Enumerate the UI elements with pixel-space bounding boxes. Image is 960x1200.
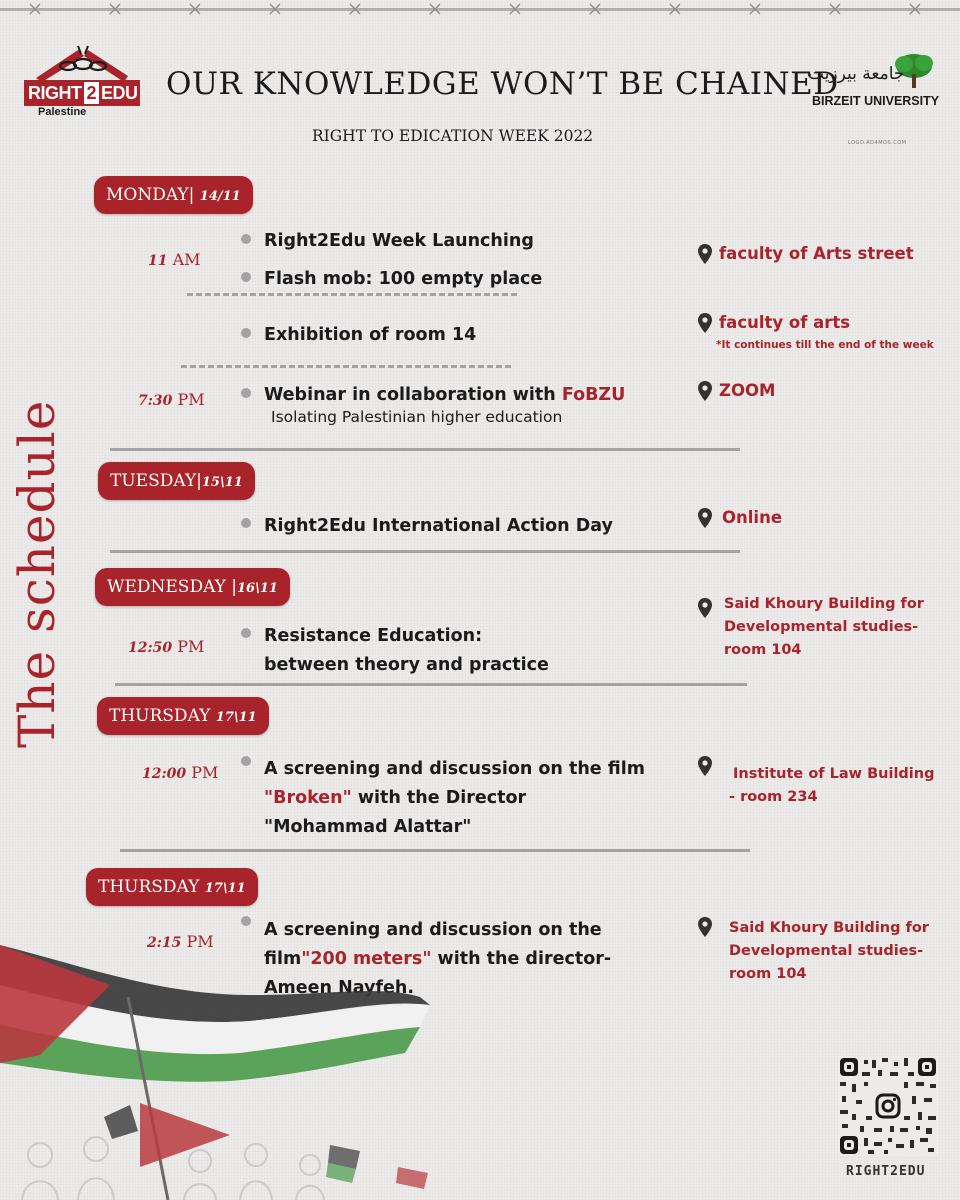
day-separator — [110, 550, 740, 553]
instagram-handle: RIGHT2EDU — [846, 1164, 926, 1179]
event-200-meters-line1: A screening and discussion on the — [264, 920, 602, 940]
time-wednesday-1: 12:50 PM — [128, 637, 205, 656]
event-resistance-education-subtitle: between theory and practice — [264, 655, 549, 675]
location-faculty-of-arts: faculty of arts — [719, 313, 851, 332]
schedule-side-title: The schedule — [8, 399, 66, 748]
location-pin-icon — [698, 917, 712, 937]
time-thursday-2: 2:15 PM — [147, 932, 214, 951]
event-flash-mob: Flash mob: 100 empty place — [264, 269, 543, 289]
day-badge-monday: MONDAY| 14/11 — [94, 176, 253, 214]
bullet-dot-icon — [241, 272, 251, 282]
bullet-dot-icon — [241, 388, 251, 398]
event-200-meters-line3: Ameen Nayfeh. — [264, 978, 414, 998]
event-broken-screening-line2: "Broken" with the Director — [264, 788, 527, 808]
time-thursday-1: 12:00 PM — [142, 763, 219, 782]
location-law-building-line2: - room 234 — [729, 789, 818, 805]
birzeit-logo — [808, 52, 944, 112]
flag-illustration — [0, 935, 470, 1200]
day-separator — [110, 448, 740, 451]
page-title: OUR KNOWLEDGE WON’T BE CHAINED — [166, 66, 839, 102]
location-said-khoury-line3: room 104 — [724, 642, 802, 658]
logo-wordmark: RIGHT 2 EDU — [24, 80, 140, 106]
bullet-dot-icon — [241, 916, 251, 926]
event-broken-screening-line3: "Mohammad Alattar" — [264, 817, 472, 837]
bullet-dot-icon — [241, 328, 251, 338]
day-badge-thursday-1: THURSDAY 17\11 — [97, 697, 269, 735]
instagram-icon — [872, 1090, 904, 1122]
page-subtitle: RIGHT TO EDICATION WEEK 2022 — [312, 127, 594, 145]
event-international-action-day: Right2Edu International Action Day — [264, 516, 613, 536]
broken-pencil-chain-icon — [28, 44, 138, 84]
location-said-khoury-2-line3: room 104 — [729, 966, 807, 982]
location-pin-icon — [698, 508, 712, 528]
day-badge-wednesday: WEDNESDAY |16\11 — [95, 568, 290, 606]
barbed-wire-decoration — [0, 2, 960, 16]
location-said-khoury-2-line1: Said Khoury Building for — [729, 920, 929, 936]
time-monday-2: 7:30 PM — [138, 390, 205, 409]
day-badge-tuesday: TUESDAY|15\11 — [98, 462, 255, 500]
time-monday-1: 11 AM — [148, 250, 201, 269]
event-webinar: Webinar in collaboration with FoBZU — [264, 385, 626, 405]
event-broken-screening-line1: A screening and discussion on the film — [264, 759, 645, 779]
location-online: Online — [722, 508, 783, 527]
logo-credit: LOGO.AD4MOS.COM — [848, 140, 907, 146]
day-badge-thursday-2: THURSDAY 17\11 — [86, 868, 258, 906]
location-law-building-line1: Institute of Law Building — [733, 766, 935, 782]
location-said-khoury-line2: Developmental studies- — [724, 619, 919, 635]
location-pin-icon — [698, 381, 712, 401]
bullet-dot-icon — [241, 756, 251, 766]
logo-region: Palestine — [38, 106, 87, 118]
bullet-dot-icon — [241, 628, 251, 638]
bullet-dot-icon — [241, 234, 251, 244]
location-pin-icon — [698, 244, 712, 264]
event-resistance-education: Resistance Education: — [264, 626, 483, 646]
qr-code-icon[interactable] — [838, 1056, 938, 1156]
location-pin-icon — [698, 598, 712, 618]
day-separator — [120, 849, 750, 852]
location-said-khoury-line1: Said Khoury Building for — [724, 596, 924, 612]
event-200-meters-line2: film"200 meters" with the director- — [264, 949, 612, 969]
location-pin-icon — [698, 313, 712, 333]
event-webinar-subtitle: Isolating Palestinian higher education — [271, 408, 563, 426]
location-faculty-arts-street: faculty of Arts street — [719, 244, 914, 263]
location-pin-icon — [698, 756, 712, 776]
university-name: BIRZEIT UNIVERSITY — [812, 94, 940, 108]
right2edu-logo — [24, 44, 142, 120]
location-said-khoury-2-line2: Developmental studies- — [729, 943, 924, 959]
bullet-dot-icon — [241, 518, 251, 528]
arabic-name: جامعة بيرزيت — [808, 64, 905, 84]
location-zoom: ZOOM — [719, 381, 776, 400]
location-note: *It continues till the end of the week — [716, 339, 934, 351]
dashed-separator — [181, 365, 511, 368]
event-exhibition-room-14: Exhibition of room 14 — [264, 325, 477, 345]
event-week-launching: Right2Edu Week Launching — [264, 231, 534, 251]
dashed-separator — [187, 293, 517, 296]
day-separator — [115, 683, 747, 686]
